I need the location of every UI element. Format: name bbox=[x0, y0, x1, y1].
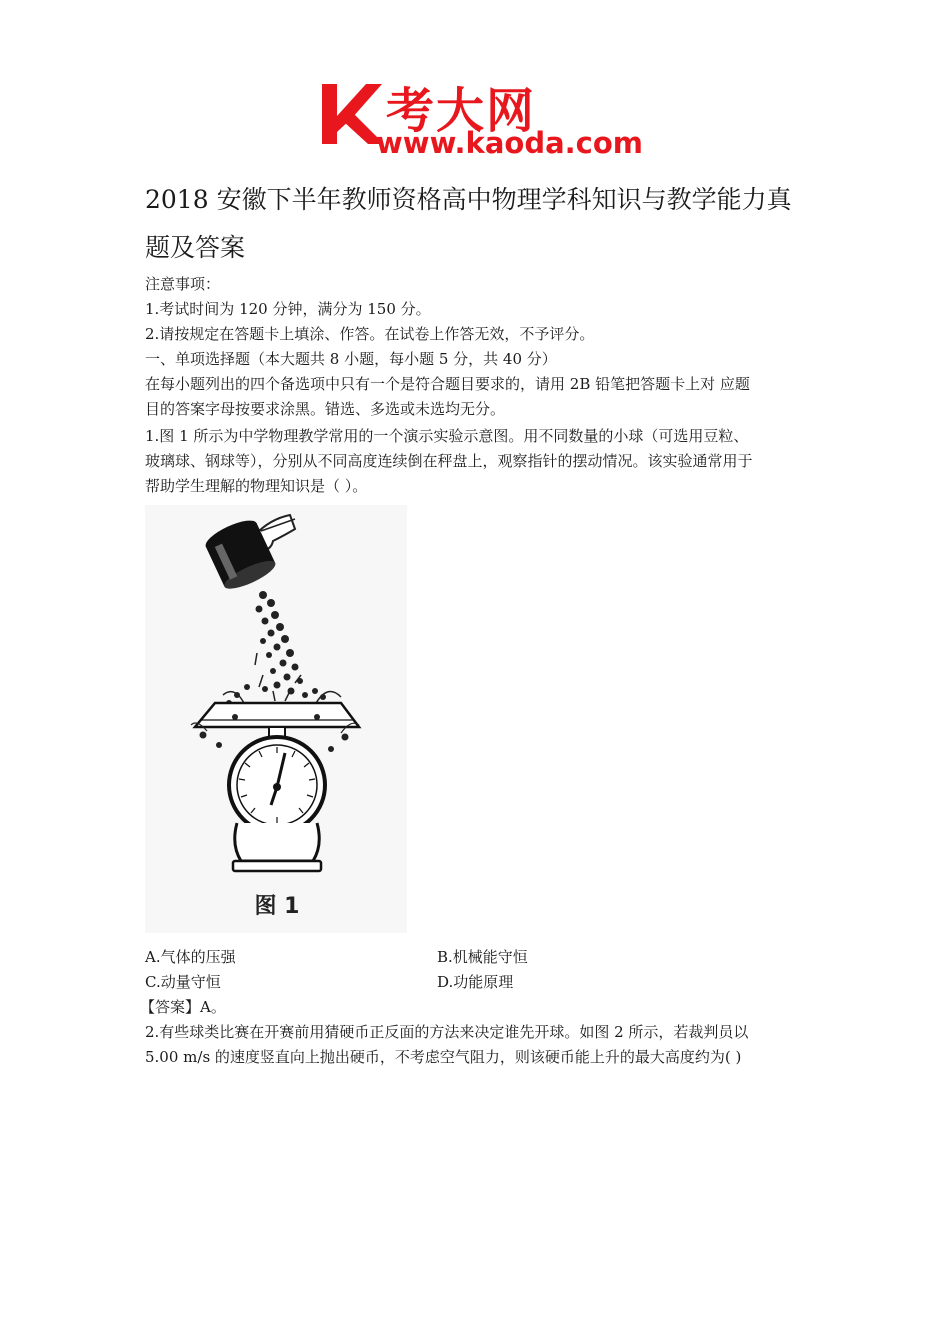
notice-item-2: 2.请按规定在答题卡上填涂、作答。在试卷上作答无效，不予评分。 bbox=[145, 325, 595, 343]
figure-1 bbox=[145, 505, 407, 933]
q1-option-d: D.功能原理 bbox=[437, 973, 514, 991]
q2-text-2: 5.00 m/s 的速度竖直向上抛出硬币，不考虑空气阻力，则该硬币能上升的最大高度约为( ) bbox=[145, 1048, 742, 1066]
logo-url: www.kaoda.com bbox=[376, 126, 643, 160]
section-instruction-2: 目的答案字母按要求涂黑。错选、多选或未选均无分。 bbox=[145, 400, 506, 418]
q1-text-1: 1.图 1 所示为中学物理教学常用的一个演示实验示意图。用不同数量的小球（可选用豆粒、 bbox=[145, 427, 749, 445]
notice-item-1: 1.考试时间为 120 分钟，满分为 150 分。 bbox=[145, 300, 431, 318]
scale-experiment-illustration bbox=[145, 505, 407, 933]
q1-answer: 【答案】A。 bbox=[140, 998, 226, 1016]
q1-option-b: B.机械能守恒 bbox=[437, 948, 528, 966]
logo-brand-name: 考大网 bbox=[386, 83, 537, 139]
q1-text-3: 帮助学生理解的物理知识是（ ）。 bbox=[145, 477, 368, 495]
kaoda-logo bbox=[318, 78, 643, 160]
q1-option-a: A.气体的压强 bbox=[145, 948, 236, 966]
q2-text-1: 2.有些球类比赛在开赛前用猜硬币正反面的方法来决定谁先开球。如图 2 所示，若裁判员以 bbox=[145, 1023, 749, 1041]
figure-1-caption: 图 1 bbox=[254, 894, 300, 919]
document-title-line-2: 题及答案 bbox=[145, 233, 246, 262]
document-title-line-1: 2018 安徽下半年教师资格高中物理学科知识与教学能力真 bbox=[145, 185, 792, 214]
section-instruction-1: 在每小题列出的四个备选项中只有一个是符合题目要求的，请用 2B 铅笔把答题卡上对 应题 bbox=[145, 375, 750, 393]
q1-text-2: 玻璃球、钢球等），分别从不同高度连续倒在秤盘上，观察指针的摆动情况。该实验通常用于 bbox=[145, 452, 753, 470]
notice-heading: 注意事项： bbox=[145, 275, 221, 293]
section-heading: 一、单项选择题（本大题共 8 小题，每小题 5 分，共 40 分） bbox=[145, 350, 557, 368]
q1-option-c: C.动量守恒 bbox=[145, 973, 221, 991]
